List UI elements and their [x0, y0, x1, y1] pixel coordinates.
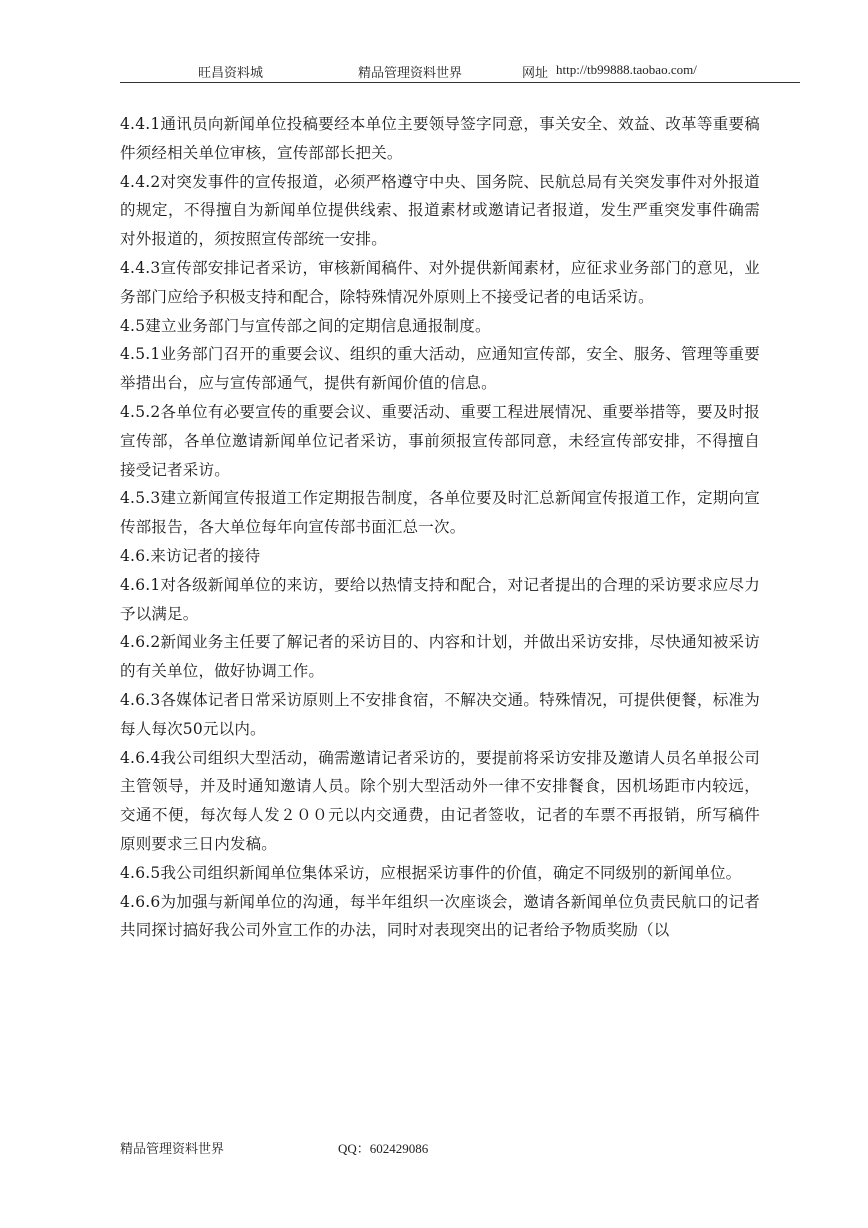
page-header: [120, 62, 800, 82]
paragraph-4-6-3: 4.6.3各媒体记者日常采访原则上不安排食宿，不解决交通。特殊情况，可提供便餐，标准为每人每次50元以内。: [120, 690, 760, 738]
header-divider: [120, 82, 800, 83]
header-site-name: 旺昌资料城: [198, 65, 264, 80]
paragraph-4-5-3: 4.5.3建立新闻宣传报道工作定期报告制度，各单位要及时汇总新闻宣传报道工作，定期向宣传部报告，各大单位每年向宣传部书面汇总一次。: [120, 489, 760, 537]
paragraph-4-6-4: 4.6.4我公司组织大型活动，确需邀请记者采访的，要提前将采访安排及邀请人员名单报公司主管领导，并及时通知邀请人员。除个别大型活动外一律不安排餐食，因机场距市内较远，交通不便，每次每人发２００元以内交通费，由记者签收，记者的车票不再报销，所写稿件原则要求三日内发稿。: [120, 748, 760, 853]
paragraph-4-4-1: 4.4.1通讯员向新闻单位投稿要经本单位主要领导签字同意，事关安全、效益、改革等重要稿件须经相关单位审核，宣传部部长把关。: [120, 115, 760, 162]
paragraph-4-6-1: 4.6.1对各级新闻单位的来访，要给以热情支持和配合，对记者提出的合理的采访要求应尽力予以满足。: [120, 575, 760, 623]
header-url-label: 网址: [522, 65, 549, 80]
paragraph-4-6-5: 4.6.5我公司组织新闻单位集体采访，应根据采访事件的价值，确定不同级别的新闻单位。: [120, 863, 742, 882]
paragraph-4-6-6: 4.6.6为加强与新闻单位的沟通，每半年组织一次座谈会，邀请各新闻单位负责民航口的记者共同探讨搞好我公司外宣工作的办法，同时对表现突出的记者给予物质奖励（以: [120, 892, 760, 940]
paragraph-4-4-3: 4.4.3宣传部安排记者采访，审核新闻稿件、对外提供新闻素材，应征求业务部门的意见，业务部门应给予积极支持和配合，除特殊情况外原则上不接受记者的电话采访。: [120, 258, 760, 306]
paragraph-4-5-2: 4.5.2各单位有必要宣传的重要会议、重要活动、重要工程进展情况、重要举措等，要及时报宣传部，各单位邀请新闻单位记者采访，事前须报宣传部同意，未经宣传部安排，不得擅自接受记者采访。: [120, 402, 760, 479]
paragraph-4-5: 4.5建立业务部门与宣传部之间的定期信息通报制度。: [120, 316, 491, 335]
footer-left-text: 精品管理资料世界: [120, 1141, 225, 1156]
header-world-name: 精品管理资料世界: [358, 65, 463, 80]
header-url-link[interactable]: http://tb99888.taobao.com/: [556, 62, 697, 77]
page-footer: [120, 1138, 800, 1158]
paragraph-4-6-2: 4.6.2新闻业务主任要了解记者的采访目的、内容和计划，并做出采访安排，尽快通知被采访的有关单位，做好协调工作。: [120, 633, 760, 681]
footer-qq: QQ：602429086: [338, 1141, 429, 1156]
document-body: [120, 110, 760, 945]
paragraph-4-4-2: 4.4.2对突发事件的宣传报道，必须严格遵守中央、国务院、民航总局有关突发事件对外报道的规定，不得擅自为新闻单位提供线索、报道素材或邀请记者报道，发生严重突发事件确需对外报道的，须按照宣传部统一安排。: [120, 172, 760, 249]
paragraph-4-5-1: 4.5.1业务部门召开的重要会议、组织的重大活动，应通知宣传部，安全、服务、管理等重要举措出台，应与宣传部通气，提供有新闻价值的信息。: [120, 345, 760, 393]
paragraph-4-6: 4.6.来访记者的接待: [120, 546, 261, 565]
